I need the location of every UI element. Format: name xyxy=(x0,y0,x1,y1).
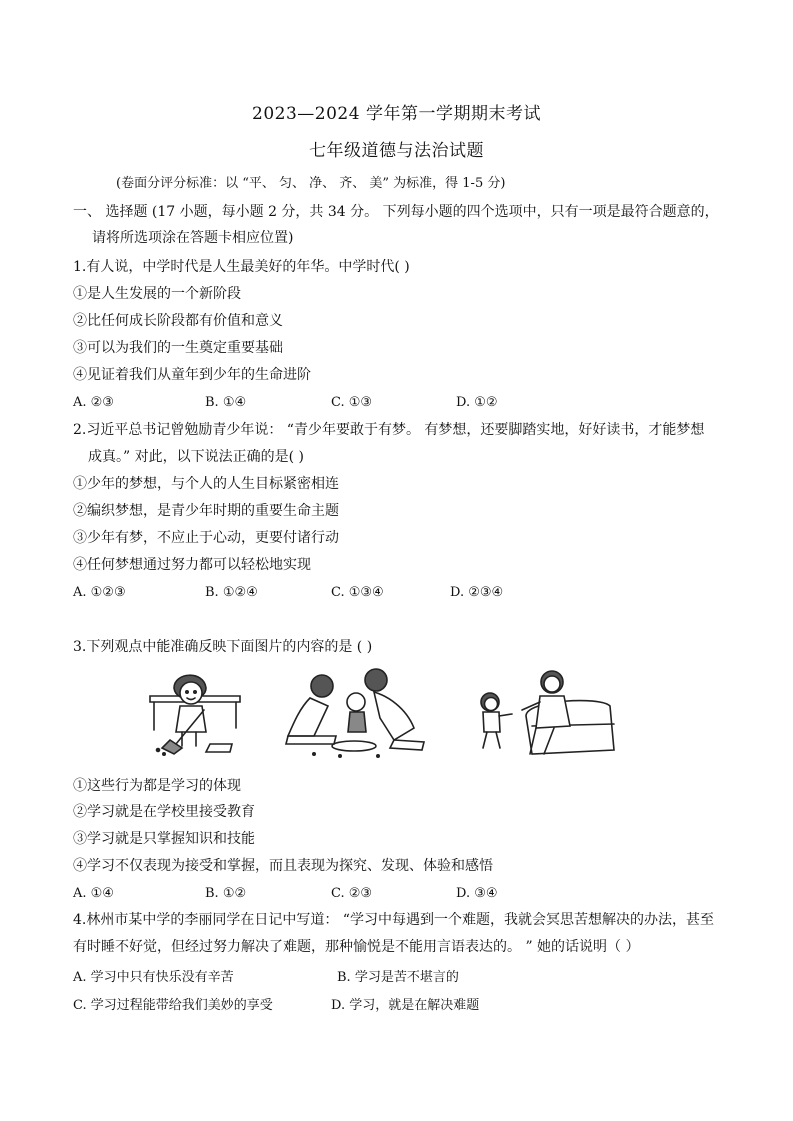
q4-stem-cont: 有时睡不好觉，但经过努力解决了难题，那种愉悦是不能用言语表达的。 ” 她的话说明（ ） xyxy=(73,939,640,955)
q2-option-a: A. ①②③ xyxy=(73,585,126,600)
exam-subtitle: 七年级道德与法治试题 xyxy=(309,141,484,161)
q1-item-1: ①是人生发展的一个新阶段 xyxy=(73,286,241,302)
q1-option-a: A. ②③ xyxy=(73,395,114,410)
q1-option-d: D. ①② xyxy=(456,395,498,410)
q3-option-a: A. ①④ xyxy=(73,886,114,901)
q2-option-b: B. ①②④ xyxy=(205,585,258,600)
scoring-note: (卷面分评分标准：以 “平、 匀、 净、 齐、 美” 为标准，得 1-5 分) xyxy=(116,176,506,191)
q3-item-4: ④学习不仅表现为接受和掌握，而且表现为探究、发现、体验和感悟 xyxy=(73,858,493,874)
q2-stem-cont: 成真。” 对此，以下说法正确的是( ) xyxy=(88,449,304,465)
q3-option-d: D. ③④ xyxy=(456,886,498,901)
q3-item-3: ③学习就是只掌握知识和技能 xyxy=(73,831,255,847)
section-heading-cont: 请将所选项涂在答题卡相应位置) xyxy=(92,230,294,246)
q1-option-b: B. ①④ xyxy=(205,395,247,410)
q4-option-b: B. 学习是苦不堪言的 xyxy=(337,970,459,985)
q1-item-3: ③可以为我们的一生奠定重要基础 xyxy=(73,340,283,356)
q1-option-c: C. ①③ xyxy=(331,395,373,410)
q1-item-4: ④见证着我们从童年到少年的生命进阶 xyxy=(73,367,311,383)
exam-title: 2023—2024 学年第一学期期末考试 xyxy=(252,104,541,124)
q2-stem: 2.习近平总书记曾勉励青少年说： “青少年要敢于有梦。 有梦想，还要脚踏实地，好好读书，才能梦想 xyxy=(73,422,705,438)
q1-stem: 1.有人说，中学时代是人生最美好的年华。中学时代( ) xyxy=(73,259,410,275)
q2-item-3: ③少年有梦，不应止于心动，更要付诸行动 xyxy=(73,530,339,546)
q2-item-4: ④任何梦想通过努力都可以轻松地实现 xyxy=(73,557,311,573)
q4-option-d: D. 学习，就是在解决难题 xyxy=(331,998,480,1013)
q4-option-a: A. 学习中只有快乐没有辛苦 xyxy=(73,970,234,985)
section-heading: 一、 选择题 (17 小题，每小题 2 分，共 34 分。 下列每小题的四个选项中，只有一项是最符合题意的， xyxy=(73,204,719,220)
q4-option-c: C. 学习过程能带给我们美妙的享受 xyxy=(73,998,273,1013)
q3-item-1: ①这些行为都是学习的体现 xyxy=(73,778,241,794)
q2-option-c: C. ①③④ xyxy=(331,585,384,600)
q3-option-b: B. ①② xyxy=(205,886,247,901)
greeting-visitor-illustration xyxy=(474,666,616,762)
q2-option-d: D. ②③④ xyxy=(450,585,504,600)
q3-stem: 3.下列观点中能准确反映下面图片的内容的是 ( ) xyxy=(73,639,373,655)
q3-option-c: C. ②③ xyxy=(331,886,373,901)
q3-item-2: ②学习就是在学校里接受教育 xyxy=(73,804,255,820)
q4-stem: 4.林州市某中学的李丽同学在日记中写道： “学习中每遇到一个难题，我就会冥思苦想解决的办法，甚至 xyxy=(73,912,714,928)
q2-item-1: ①少年的梦想，与个人的人生目标紧密相连 xyxy=(73,476,339,492)
q1-item-2: ②比任何成长阶段都有价值和意义 xyxy=(73,313,283,329)
sweeping-child-illustration xyxy=(146,666,246,762)
family-activity-illustration xyxy=(284,666,432,762)
q2-item-2: ②编织梦想，是青少年时期的重要生命主题 xyxy=(73,503,339,519)
